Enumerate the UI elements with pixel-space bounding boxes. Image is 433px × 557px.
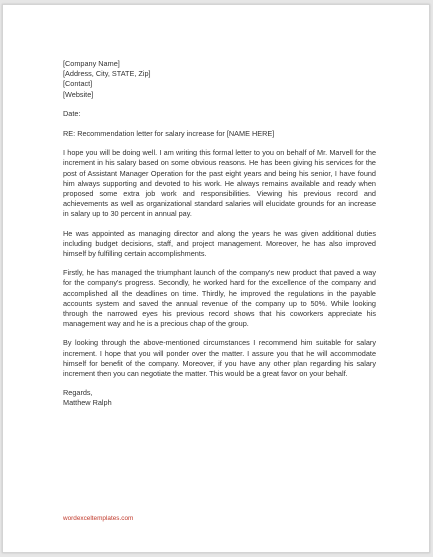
address-street: [Address, City, STATE, Zip] bbox=[63, 69, 151, 79]
date-label: Date: bbox=[63, 108, 81, 118]
paragraph-2: He was appointed as managing director and along the years he was given additional duties including budget decisions, staff, and project management. Moreover, he has also improved himself by fulfilling certain accomplishments. bbox=[63, 228, 376, 259]
closing bbox=[63, 388, 376, 408]
address-company-name: [Company Name] bbox=[63, 59, 120, 68]
subject-line: RE: Recommendation letter for salary increase for [NAME HERE] bbox=[63, 129, 275, 139]
letter-body bbox=[63, 59, 376, 409]
closing-salutation: Regards, bbox=[63, 388, 93, 398]
paragraph-3: Firstly, he has managed the triumphant launch of the company's new product that paved a way for the company's progress. Secondly, he worked hard for the excellence of the company and accomplished all the deadlines on time. Thirdly, he improved the regulations in the payable accounts system and saved the annual revenue of the company up to 50%. While looking through the narrowed eyes his previous record shows that his coworkers appreciate his management way and he is a precious chap of the group. bbox=[63, 268, 376, 329]
signature-name: Matthew Ralph bbox=[63, 398, 112, 408]
address-contact: [Contact] bbox=[63, 79, 93, 89]
sender-address bbox=[63, 59, 376, 100]
footer-website-link[interactable]: wordexceltemplates.com bbox=[63, 515, 134, 522]
paragraph-4: By looking through the above-mentioned circumstances I recommend him suitable for salary increment. I hope that you will ponder over the matter. I assure you that he will accommodate himself for benefit of the company. Moreover, if you have any other plan regarding his salary increment then you can negotiate the matter. This would be a great favor on your behalf. bbox=[63, 338, 376, 379]
document-page bbox=[2, 4, 430, 553]
paragraph-1: I hope you will be doing well. I am writing this formal letter to you on behalf of Mr. Marvell for the increment in his salary based on some obvious reasons. He has been giving his services for the post of Assistant Manager Operation for the past eight years and being his senior, I have found him always supporting and devoted to his work. He always remains available and ready when proposed some extra job work and responsibilities. Viewing his previous record and achievements as well as organizational standard salaries will elucidate grounds for an increase in salary up to 30 percent in annual pay. bbox=[63, 148, 376, 219]
address-website: [Website] bbox=[63, 89, 94, 99]
